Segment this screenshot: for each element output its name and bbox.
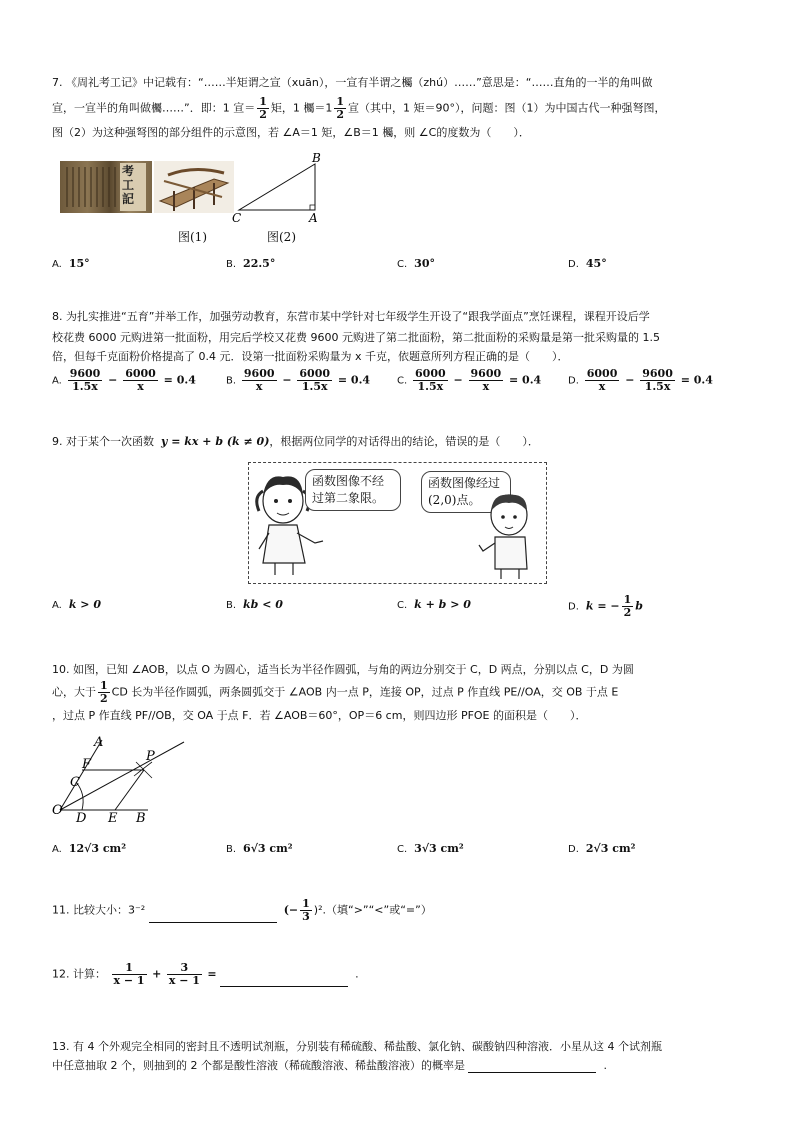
- q12-answer-blank[interactable]: [220, 986, 348, 987]
- q9-option-d[interactable]: D. k = − $\frac{1}{2}$ b: [568, 593, 643, 619]
- label-o: O: [52, 803, 63, 818]
- book-text-columns: [66, 167, 116, 207]
- book-title-text: 考工記: [122, 164, 135, 206]
- q8-option-c[interactable]: C. $\frac{6000}{1.5x}$ − $\frac{9600}{x}$ = 0.4: [397, 367, 542, 393]
- figure-1-caption: 图(1): [178, 230, 207, 244]
- angle-figure: [52, 732, 192, 828]
- q7-option-a[interactable]: A. 15°: [52, 257, 90, 270]
- q12: 12. 计算： $\frac{1}{x - 1}$ + $\frac{3}{x - 1}$ = .: [52, 961, 359, 987]
- q8-line3: 倍，但每千克面粉价格提高了 0.4 元．设第一批面粉采购量为 x 千克，依题意所列方程正确的是（ ）．: [52, 350, 569, 363]
- q11-answer-blank[interactable]: [149, 922, 277, 923]
- q7-option-c[interactable]: C. 30°: [397, 257, 435, 270]
- q7-line2-c: 宣（其中，1 矩＝90°），问题：图（1）为中国古代一种强弩图，: [348, 101, 666, 115]
- label-f: F: [82, 757, 92, 772]
- q13-line1: 13. 有 4 个外观完全相同的密封且不透明试剂瓶，分别装有稀硫酸、稀盐酸、氯化钠、碳酸钠四种溶液．小星从这 4 个试剂瓶: [52, 1040, 662, 1053]
- speech-bubble-girl: 函数图像不经过第二象限。: [305, 469, 401, 511]
- q7-line2: [52, 96, 666, 121]
- q7-option-b[interactable]: B. 22.5°: [226, 257, 276, 270]
- q9-option-c[interactable]: C. k + b > 0: [397, 598, 471, 611]
- q7-frac-half: $\frac{1}{2}$: [259, 95, 267, 121]
- q8-option-a[interactable]: A. $\frac{9600}{1.5x}$ − $\frac{6000}{x}$ = 0.4: [52, 367, 196, 393]
- triangle-label-a: A: [309, 211, 318, 225]
- q7-line2-b: 矩，1 欘＝1: [270, 101, 333, 115]
- triangle-figure: [228, 150, 328, 230]
- q7-line1: 7. 《周礼考工记》中记载有：“……半矩谓之宣（xuān），一宣有半谓之欘（zhú）……”意思是：“……直角的一半的角叫做: [52, 76, 653, 89]
- book-photo: [60, 161, 152, 213]
- q10-line1: 10. 如图，已知 ∠AOB，以点 O 为圆心，适当长为半径作圆弧，与角的两边分别交于 C，D 两点，分别以点 C，D 为圆: [52, 663, 634, 676]
- crossbow-icon: [154, 161, 234, 213]
- q9-option-b[interactable]: B. kb < 0: [226, 598, 283, 611]
- q10-line2: 心，大于 $\frac{1}{2}$ CD 长为半径作圆弧，两条圆弧交于 ∠AOB 内一点 P，连接 OP，过点 P 作直线 PE//OA，交 OB 于点 E: [52, 679, 619, 705]
- q8-line2: 校花费 6000 元购进第一批面粉，用完后学校又花费 9600 元购进了第二批面粉，第二批面粉的采购量是第一批采购量的 1.5: [52, 331, 660, 344]
- q9-stem: 9. 对于某个一次函数 y = kx + b (k ≠ 0)，根据两位同学的对话得出的结论，错误的是（ ）．: [52, 435, 539, 448]
- q10-option-d[interactable]: D. 2√3 cm²: [568, 842, 636, 855]
- q7-line2-a: 宣，一宣半的角叫做欘……”．即：1 宣＝: [52, 101, 256, 115]
- q7-frac-half-2: $\frac{1}{2}$: [336, 95, 345, 121]
- q9-option-a[interactable]: A. k > 0: [52, 598, 101, 611]
- dialogue-box: [248, 462, 547, 584]
- q8-option-b[interactable]: B. $\frac{9600}{x}$ − $\frac{6000}{1.5x}$ = 0.4: [226, 367, 371, 393]
- figure-2-caption: 图(2): [267, 230, 296, 244]
- label-d: D: [76, 811, 87, 826]
- label-c: C: [70, 775, 80, 790]
- q11: 11. 比较大小：3⁻² (− $\frac{1}{3}$ )².（填“>”“<”或“=”）: [52, 897, 432, 923]
- q10-line3: ，过点 P 作直线 PF//OB，交 OA 于点 F．若 ∠AOB＝60°，OP＝6 cm，则四边形 PFOE 的面积是（ ）．: [52, 709, 587, 722]
- triangle-label-c: C: [232, 211, 242, 225]
- label-p: P: [146, 749, 155, 764]
- q10-option-a[interactable]: A. 12√3 cm²: [52, 842, 127, 855]
- q7-option-d[interactable]: D. 45°: [568, 257, 607, 270]
- triangle-label-b: B: [312, 151, 321, 165]
- q8-line1: 8. 为扎实推进“五育”并举工作，加强劳动教育，东营市某中学针对七年级学生开设了“跟我学面点”烹饪课程，课程开设后学: [52, 310, 650, 323]
- label-b: B: [136, 811, 146, 826]
- q10-option-b[interactable]: B. 6√3 cm²: [226, 842, 293, 855]
- q13-answer-blank[interactable]: [468, 1072, 596, 1073]
- boy-cartoon: [475, 489, 539, 581]
- q8-option-d[interactable]: D. $\frac{6000}{x}$ − $\frac{9600}{1.5x}$ = 0.4: [568, 367, 713, 393]
- label-e: E: [108, 811, 118, 826]
- q13-line2: 中任意抽取 2 个，则抽到的 2 个都是酸性溶液（稀硫酸溶液、稀盐酸溶液）的概率是 .: [52, 1059, 607, 1072]
- speech-bubble-boy: 函数图像经过(2,0)点。: [421, 471, 511, 513]
- label-a: A: [94, 735, 104, 750]
- q7-line3: 图（2）为这种强弩图的部分组件的示意图，若 ∠A＝1 矩，∠B＝1 欘，则 ∠C的度数为（ ）．: [52, 126, 530, 139]
- q10-option-c[interactable]: C. 3√3 cm²: [397, 842, 464, 855]
- crossbow-photo: [154, 161, 234, 213]
